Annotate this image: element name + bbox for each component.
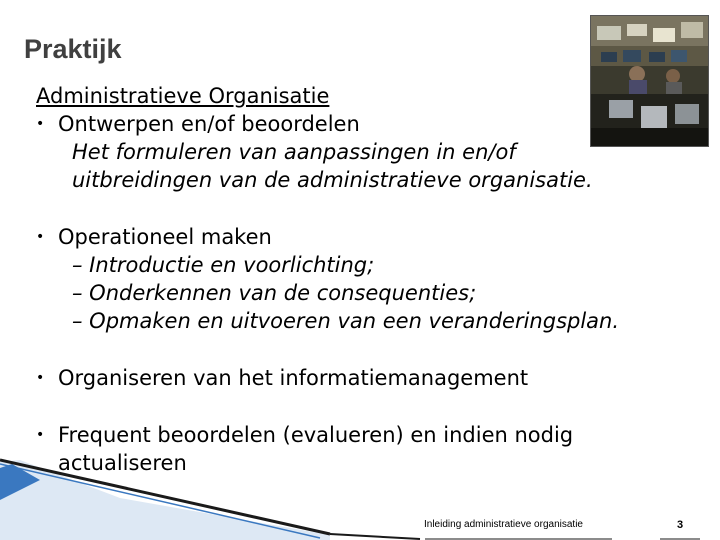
bottom-swoosh-decoration	[0, 440, 720, 540]
bullet-item	[36, 110, 696, 138]
bullet-marker: •	[36, 116, 45, 132]
sub-description	[36, 138, 696, 194]
sub-list	[36, 251, 696, 335]
section-heading: Administratieve Organisatie	[36, 84, 330, 108]
footer-text: Inleiding administratieve organisatie	[424, 519, 583, 530]
bullet-item	[36, 223, 696, 251]
sub-list-item: – Onderkennen van de consequenties;	[72, 281, 477, 305]
sub-line: Het formuleren van aanpassingen in en/of	[72, 140, 516, 164]
bullet-marker: •	[36, 229, 45, 245]
slide-title: Praktijk	[24, 34, 122, 64]
bullet-text: Ontwerpen en/of beoordelen	[58, 112, 360, 136]
bullet-text-continued: actualiseren	[58, 451, 187, 475]
sub-line: uitbreidingen van de administratieve organisatie.	[72, 168, 593, 192]
slide-body	[36, 82, 696, 477]
sub-list-item: – Introductie en voorlichting;	[72, 253, 375, 277]
sub-list-item: – Opmaken en uitvoeren van een veranderingsplan.	[72, 309, 620, 333]
bullet-marker: •	[36, 370, 45, 386]
bullet-text: Organiseren van het informatiemanagement	[58, 366, 529, 390]
page-number: 3	[677, 519, 684, 531]
bullet-item	[36, 364, 696, 392]
bullet-marker: •	[36, 427, 45, 443]
bullet-text: Operationeel maken	[58, 225, 272, 249]
bullet-text: Frequent beoordelen (evalueren) en indien nodig	[58, 423, 574, 447]
